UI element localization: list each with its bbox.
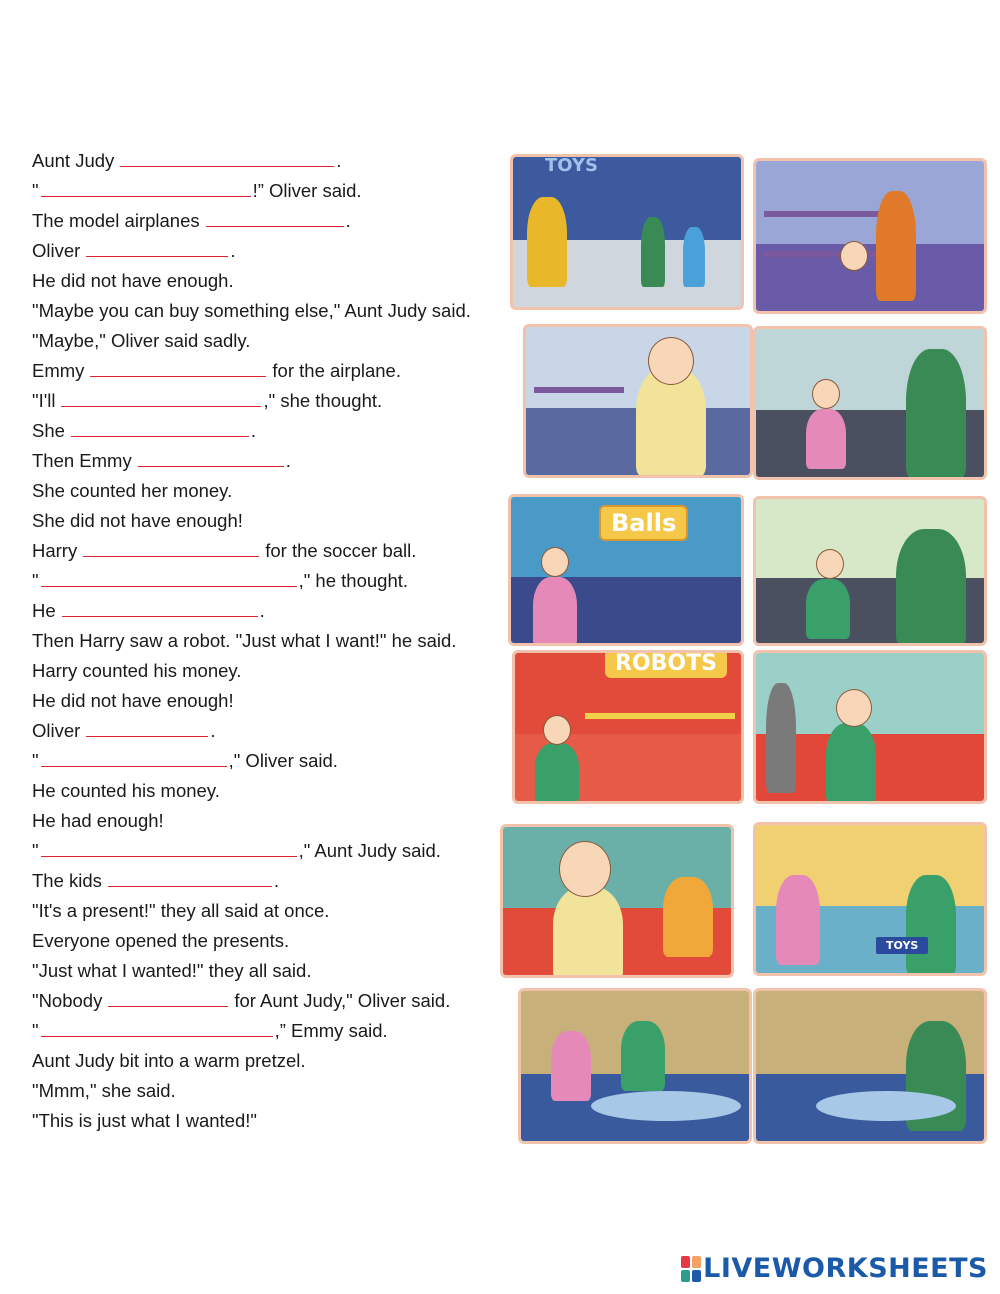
- liveworksheets-logo: [681, 1253, 988, 1284]
- answer-blank[interactable]: [83, 538, 259, 557]
- picture-toy-shelves: [753, 158, 987, 314]
- robots-sign: ROBOTS: [605, 650, 727, 678]
- story-sentence: Everyone opened the presents.: [32, 930, 290, 951]
- story-sentence: He did not have enough.: [32, 270, 234, 291]
- story-line: [32, 806, 512, 836]
- answer-blank[interactable]: [138, 448, 284, 467]
- sentence-end: for the airplane.: [272, 360, 401, 381]
- picture-kids-with-bags: [753, 822, 987, 976]
- story-line: [32, 1076, 512, 1106]
- sentence-start: Then Emmy: [32, 450, 132, 471]
- story-line: [32, 986, 512, 1016]
- answer-blank[interactable]: [61, 388, 261, 407]
- story-line: [32, 266, 512, 296]
- sentence-end: ," Oliver said.: [228, 750, 338, 771]
- story-line: [32, 326, 512, 356]
- sentence-start: Harry: [32, 540, 78, 561]
- answer-blank[interactable]: [71, 418, 249, 437]
- answer-blank[interactable]: [120, 148, 334, 167]
- story-pictures: [500, 150, 1000, 1150]
- story-line: [32, 176, 512, 206]
- logo-text: LIVEWORKSHEETS: [703, 1253, 988, 1284]
- story-line: [32, 1016, 512, 1046]
- answer-blank[interactable]: [41, 748, 227, 767]
- sentence-start: The kids: [32, 870, 102, 891]
- story-sentence: "Maybe you can buy something else," Aunt Judy said.: [32, 300, 471, 321]
- picture-harry-with-robot: [753, 650, 987, 804]
- story-sentence: He did not have enough!: [32, 690, 234, 711]
- sentence-start: "I'll: [32, 390, 56, 411]
- toys-sign: TOYS: [535, 154, 608, 178]
- story-line: [32, 956, 512, 986]
- story-line: [32, 536, 512, 566]
- story-sentence: Aunt Judy bit into a warm pretzel.: [32, 1050, 306, 1071]
- story-sentence: Then Harry saw a robot. "Just what I want!" he said.: [32, 630, 457, 651]
- sentence-end: .: [230, 240, 236, 261]
- story-line: [32, 146, 512, 176]
- picture-harry-at-counter: [753, 496, 987, 646]
- answer-blank[interactable]: [41, 838, 297, 857]
- sentence-start: ": [32, 180, 39, 201]
- story-line: [32, 716, 512, 746]
- story-line: [32, 1046, 512, 1076]
- picture-emmy-at-counter: [753, 326, 987, 480]
- story-line: [32, 506, 512, 536]
- story-text: [32, 146, 512, 1136]
- sentence-end: ," she thought.: [263, 390, 383, 411]
- story-sentence: Harry counted his money.: [32, 660, 242, 681]
- sentence-start: ": [32, 1020, 39, 1041]
- story-line: [32, 206, 512, 236]
- story-sentence: "Maybe," Oliver said sadly.: [32, 330, 251, 351]
- sentence-start: Oliver: [32, 720, 81, 741]
- sentence-end: .: [273, 870, 280, 891]
- sentence-end: .: [345, 210, 351, 231]
- answer-blank[interactable]: [41, 568, 297, 587]
- picture-aunt-judy-pretzel: [753, 988, 987, 1144]
- picture-balls-shelf: [508, 494, 744, 646]
- answer-blank[interactable]: [86, 238, 228, 257]
- sentence-start: Aunt Judy: [32, 150, 115, 171]
- sentence-end: .: [336, 150, 342, 171]
- story-line: [32, 236, 512, 266]
- sentence-start: Emmy: [32, 360, 85, 381]
- sentence-end: for the soccer ball.: [265, 540, 417, 561]
- story-sentence: "Just what I wanted!" they all said.: [32, 960, 312, 981]
- story-sentence: He had enough!: [32, 810, 164, 831]
- answer-blank[interactable]: [86, 718, 208, 737]
- story-sentence: "This is just what I wanted!": [32, 1110, 257, 1131]
- sentence-start: She: [32, 420, 65, 441]
- story-line: [32, 386, 512, 416]
- story-line: [32, 896, 512, 926]
- sentence-end: ," Aunt Judy said.: [298, 840, 441, 861]
- sentence-start: ": [32, 750, 39, 771]
- story-line: [32, 836, 512, 866]
- story-line: [32, 776, 512, 806]
- story-sentence: He counted his money.: [32, 780, 220, 801]
- sentence-start: ": [32, 840, 39, 861]
- story-line: [32, 626, 512, 656]
- sentence-start: Oliver: [32, 240, 81, 261]
- story-sentence: "It's a present!" they all said at once.: [32, 900, 330, 921]
- sentence-start: ": [32, 570, 39, 591]
- story-line: [32, 926, 512, 956]
- answer-blank[interactable]: [90, 358, 266, 377]
- sentence-end: .: [285, 450, 291, 471]
- story-sentence: "Mmm," she said.: [32, 1080, 176, 1101]
- sentence-end: ,” Emmy said.: [274, 1020, 388, 1041]
- story-line: [32, 476, 512, 506]
- story-line: [32, 866, 512, 896]
- sentence-end: .: [210, 720, 216, 741]
- sentence-start: "Nobody: [32, 990, 103, 1011]
- story-line: [32, 446, 512, 476]
- logo-mark-icon: [681, 1256, 701, 1282]
- answer-blank[interactable]: [108, 988, 228, 1007]
- answer-blank[interactable]: [108, 868, 272, 887]
- toys-bag-label: TOYS: [876, 937, 928, 954]
- story-line: [32, 566, 512, 596]
- picture-presents-at-table: [518, 988, 752, 1144]
- picture-robots-shelf: [512, 650, 744, 804]
- sentence-start: The model airplanes: [32, 210, 200, 231]
- story-line: [32, 1106, 512, 1136]
- sentence-end: for Aunt Judy," Oliver said.: [234, 990, 451, 1011]
- picture-model-airplane: [523, 324, 753, 478]
- sentence-end: !” Oliver said.: [252, 180, 362, 201]
- answer-blank[interactable]: [62, 598, 258, 617]
- answer-blank[interactable]: [41, 178, 251, 197]
- sentence-end: .: [259, 600, 265, 621]
- balls-sign: Balls: [599, 505, 688, 541]
- sentence-end: ," he thought.: [298, 570, 409, 591]
- story-line: [32, 416, 512, 446]
- answer-blank[interactable]: [206, 208, 344, 227]
- story-line: [32, 686, 512, 716]
- answer-blank[interactable]: [41, 1018, 273, 1037]
- sentence-start: He: [32, 600, 56, 621]
- story-line: [32, 746, 512, 776]
- sentence-end: .: [250, 420, 257, 441]
- picture-oliver-with-robot: [500, 824, 734, 978]
- story-sentence: She did not have enough!: [32, 510, 243, 531]
- story-line: [32, 656, 512, 686]
- story-line: [32, 596, 512, 626]
- story-line: [32, 356, 512, 386]
- story-line: [32, 296, 512, 326]
- story-sentence: She counted her money.: [32, 480, 233, 501]
- picture-toy-store-entrance: [510, 154, 744, 310]
